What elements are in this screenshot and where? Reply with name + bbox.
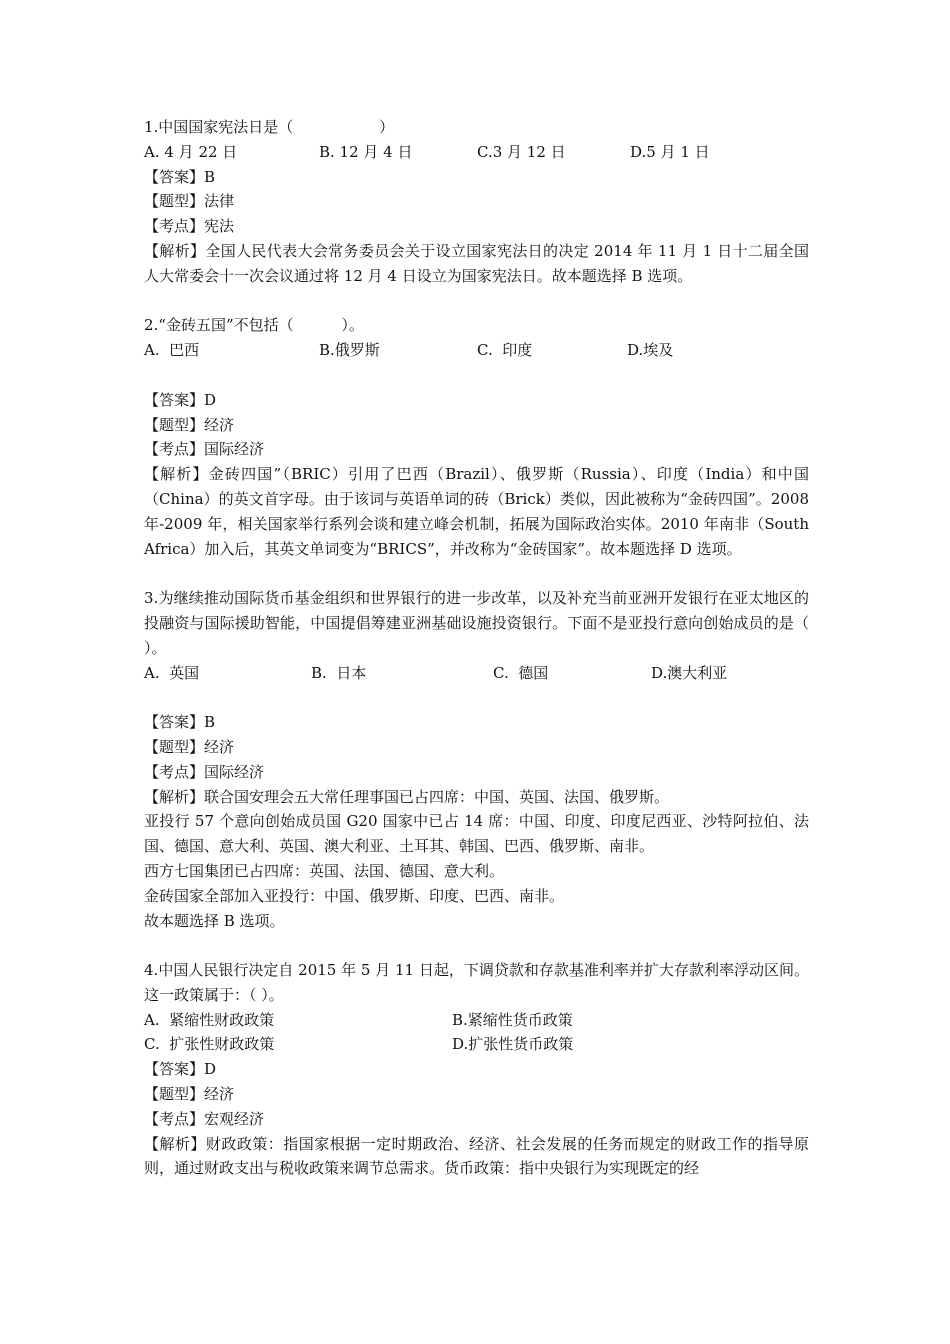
q1-point: 【考点】宪法 bbox=[144, 217, 235, 236]
q3-option-d: D.澳大利亚 bbox=[651, 663, 728, 682]
q2-option-a: A. 巴西 bbox=[144, 341, 200, 360]
q4-option-d: D.扩张性货币政策 bbox=[452, 1035, 574, 1054]
q3-option-c: C. 德国 bbox=[493, 663, 549, 682]
q3-analysis-line-3: 西方七国集团已占四席：英国、法国、德国、意大利。 bbox=[144, 861, 505, 880]
q4-option-b: B.紧缩性货币政策 bbox=[452, 1010, 573, 1029]
q4-analysis: 【解析】财政政策：指国家根据一定时期政治、经济、社会发展的任务而规定的财政工作的指导原则，通过财政支出与税收政策来调节总需求。货币政策：指中央银行为实现既定的经 bbox=[144, 1134, 809, 1178]
q1-analysis: 【解析】全国人民代表大会常务委员会关于设立国家宪法日的决定 2014 年 11 月 1 日十二届全国人大常委会十一次会议通过将 12 月 4 日设立为国家宪法日。故本题选择 B 选项。 bbox=[144, 241, 809, 285]
q2-option-c: C. 印度 bbox=[477, 341, 533, 360]
q3-analysis-line-1: 【解析】联合国安理会五大常任理事国已占四席：中国、英国、法国、俄罗斯。 bbox=[144, 787, 670, 806]
q3-options bbox=[144, 661, 809, 686]
q4-answer: 【答案】D bbox=[144, 1060, 217, 1079]
q1-option-d: D.5 月 1 日 bbox=[630, 142, 710, 161]
q1-option-b: B. 12 月 4 日 bbox=[319, 142, 413, 161]
q3-point: 【考点】国际经济 bbox=[144, 762, 265, 781]
q2-analysis: 【解析】金砖四国”（BRIC）引用了巴西（Brazil）、俄罗斯（Russia）、印度（India）和中国（China）的英文首字母。由于该词与英语单词的砖（Brick）类似，因此被称为“金砖四国”。2008 年-2009 年，相关国家举行系列会谈和建立峰会机制，拓展为国际政治实体。2010 年南非（South Africa）加入后，其英文单词变为“BRICS”，并改称为“金砖国家”。故本题选择 D 选项。 bbox=[144, 465, 809, 558]
q1-answer: 【答案】B bbox=[144, 167, 216, 186]
q1-type: 【题型】法律 bbox=[144, 192, 235, 211]
q1-stem: 1.中国国家宪法日是（ ） bbox=[144, 118, 395, 136]
q1-option-c: C.3 月 12 日 bbox=[477, 142, 566, 161]
q2-stem: 2.“金砖五国”不包括（ ）。 bbox=[144, 316, 364, 335]
q1-option-a: A. 4 月 22 日 bbox=[144, 142, 238, 161]
q3-type: 【题型】经济 bbox=[144, 737, 235, 756]
q4-option-a: A. 紧缩性财政政策 bbox=[144, 1010, 275, 1029]
q4-stem: 4.中国人民银行决定自 2015 年 5 月 11 日起，下调贷款和存款基准利率并扩大存款利率浮动区间。这一政策属于：（ ）。 bbox=[144, 961, 809, 1004]
q2-type: 【题型】经济 bbox=[144, 415, 235, 434]
q3-option-a: A. 英国 bbox=[144, 663, 200, 682]
q2-option-d: D.埃及 bbox=[627, 341, 674, 360]
q3-option-b: B. 日本 bbox=[311, 663, 367, 682]
q4-options-row-2 bbox=[144, 1032, 809, 1057]
q4-option-c: C. 扩张性财政政策 bbox=[144, 1035, 275, 1054]
q3-stem: 3.为继续推动国际货币基金组织和世界银行的进一步改革，以及补充当前亚洲开发银行在亚太地区的投融资与国际援助智能，中国提倡筹建亚洲基础设施投资银行。下面不是亚投行意向创始成员的是（ ）。 bbox=[144, 589, 809, 657]
q3-analysis-line-4: 金砖国家全部加入亚投行：中国、俄罗斯、印度、巴西、南非。 bbox=[144, 886, 565, 905]
q2-option-b: B.俄罗斯 bbox=[319, 341, 380, 360]
q4-type: 【题型】经济 bbox=[144, 1085, 235, 1104]
q4-options-row-1 bbox=[144, 1008, 809, 1033]
q1-options bbox=[144, 140, 809, 165]
q3-analysis-line-2: 亚投行 57 个意向创始成员国 G20 国家中已占 14 席：中国、印度、印度尼西亚、沙特阿拉伯、法国、德国、意大利、英国、澳大利亚、土耳其、韩国、巴西、俄罗斯、南非。 bbox=[144, 812, 809, 856]
q4-point: 【考点】宏观经济 bbox=[144, 1109, 265, 1128]
q3-answer: 【答案】B bbox=[144, 713, 216, 732]
q3-analysis-line-5: 故本题选择 B 选项。 bbox=[144, 911, 285, 930]
document-page bbox=[144, 115, 809, 1181]
q2-options bbox=[144, 338, 809, 363]
q2-point: 【考点】国际经济 bbox=[144, 440, 265, 459]
q2-answer: 【答案】D bbox=[144, 390, 217, 409]
